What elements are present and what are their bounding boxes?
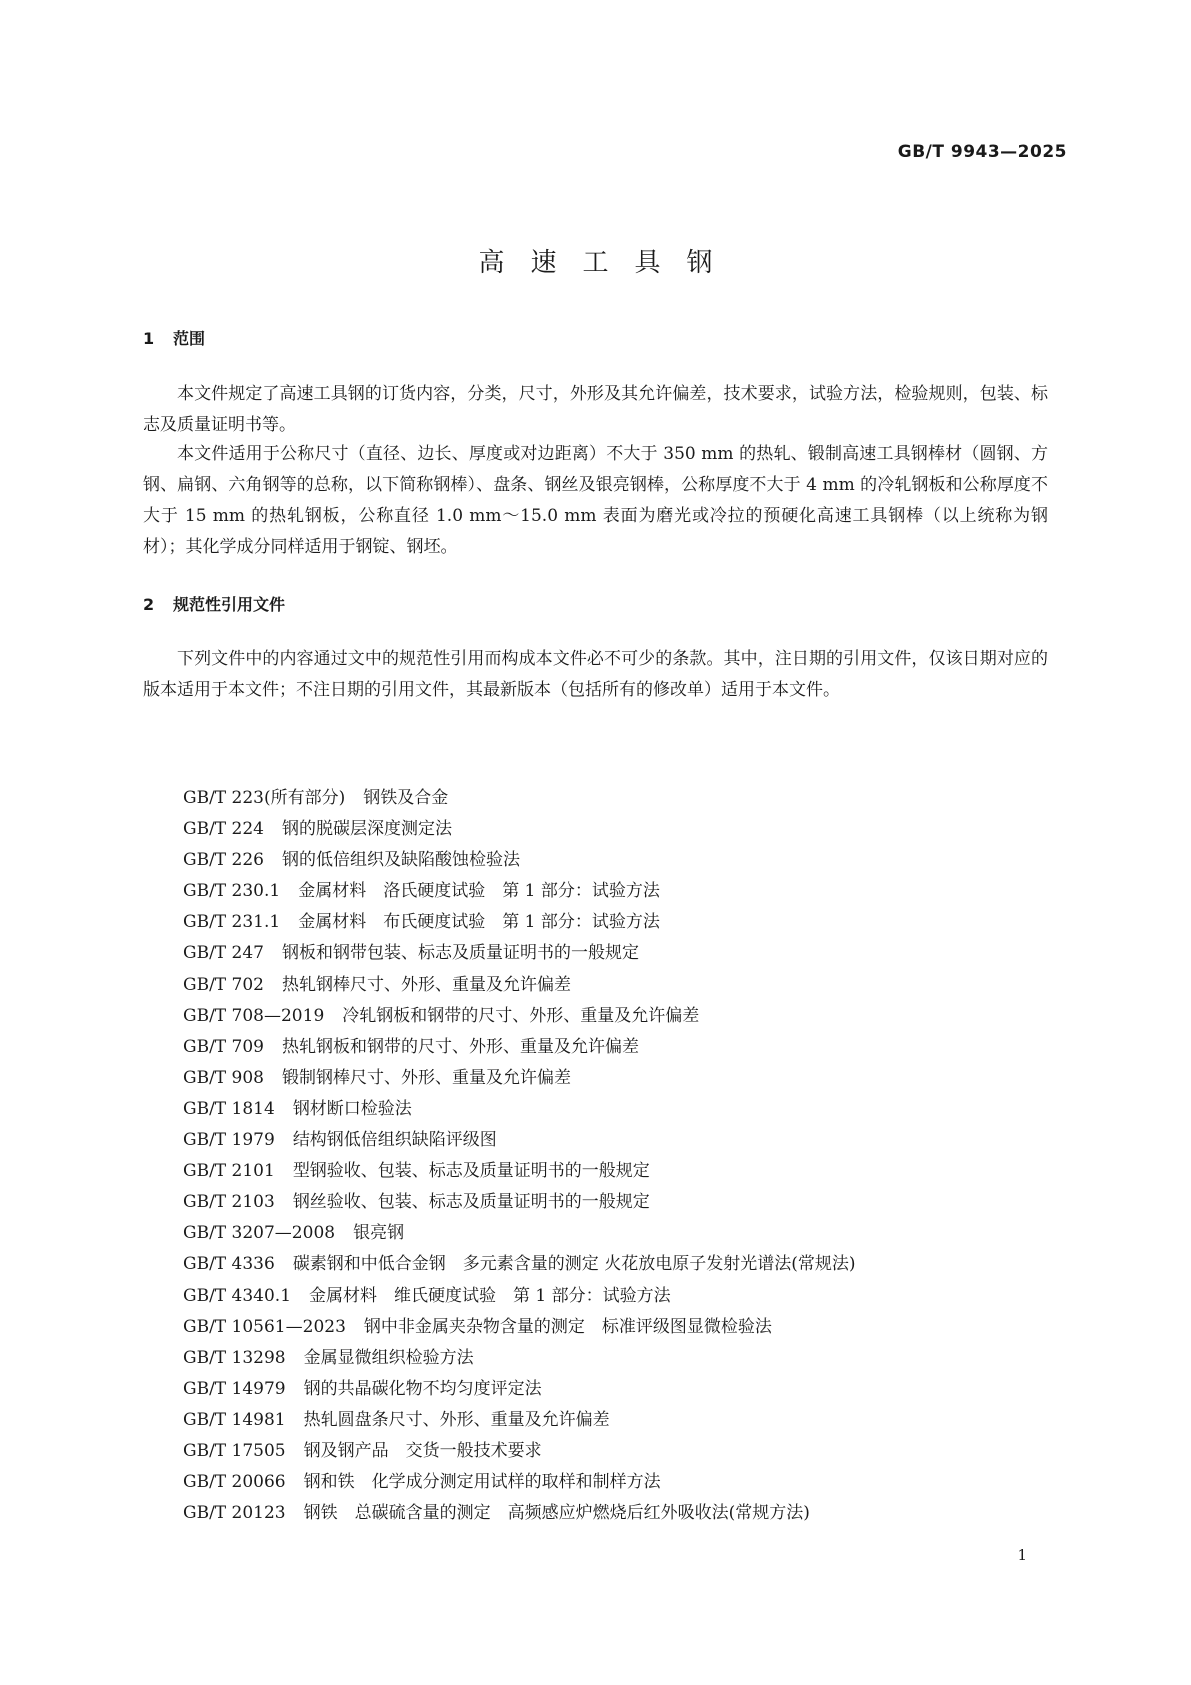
reference-item: [183, 1281, 855, 1312]
reference-code: GB/T 230.1: [183, 881, 281, 902]
reference-item: [183, 814, 855, 845]
reference-title: 金属显微组织检验方法: [303, 1347, 474, 1368]
normative-references-list: [183, 783, 855, 1529]
reference-code: GB/T 13298: [183, 1347, 286, 1368]
reference-title: 冷轧钢板和钢带的尺寸、外形、重量及允许偏差: [342, 1005, 700, 1026]
reference-item: [183, 1218, 855, 1249]
reference-code: GB/T 226: [183, 850, 264, 871]
reference-code: GB/T 231.1: [183, 912, 281, 933]
reference-item: [183, 1436, 855, 1467]
reference-item: [183, 1249, 855, 1280]
reference-item: [183, 1467, 855, 1498]
reference-title: 银亮钢: [353, 1223, 405, 1244]
reference-title: 钢板和钢带包装、标志及质量证明书的一般规定: [282, 943, 639, 964]
reference-code: GB/T 14981: [183, 1409, 286, 1430]
reference-item: [183, 1312, 855, 1343]
reference-title: 钢铁及合金: [363, 788, 449, 808]
reference-item: [183, 1156, 855, 1187]
reference-code: GB/T 2101: [183, 1161, 275, 1182]
reference-item: [183, 1125, 855, 1156]
reference-title: 热轧钢板和钢带的尺寸、外形、重量及允许偏差: [282, 1036, 639, 1057]
reference-title: 热轧钢棒尺寸、外形、重量及允许偏差: [282, 974, 571, 995]
reference-item: [183, 1374, 855, 1405]
reference-item: [183, 876, 855, 907]
reference-title: 钢丝验收、包装、标志及质量证明书的一般规定: [292, 1192, 650, 1213]
section-2-title: 规范性引用文件: [173, 595, 286, 614]
reference-item: [183, 1094, 855, 1125]
reference-item: [183, 1343, 855, 1374]
reference-title: 钢材断口检验法: [292, 1098, 412, 1119]
references-intro-paragraph: 下列文件中的内容通过文中的规范性引用而构成本文件必不可少的条款。其中，注日期的引用文件，仅该日期对应的版本适用于本文件；不注日期的引用文件，其最新版本（包括所有的修改单）适用于本文件。: [143, 649, 1048, 700]
reference-title: 金属材料 洛氏硬度试验 第 1 部分：试验方法: [298, 881, 660, 902]
reference-item: [183, 907, 855, 938]
reference-code: GB/T 709: [183, 1036, 264, 1057]
reference-code: GB/T 3207—2008: [183, 1223, 336, 1244]
reference-code: GB/T 20066: [183, 1472, 286, 1493]
reference-code: GB/T 4340.1: [183, 1285, 292, 1306]
reference-code: GB/T 1979: [183, 1130, 275, 1151]
reference-item: [183, 845, 855, 876]
section-2-heading: [143, 592, 285, 615]
reference-code: GB/T 17505: [183, 1440, 286, 1461]
reference-title: 钢中非金属夹杂物含量的测定 标准评级图显微检验法: [363, 1316, 772, 1337]
reference-title: 金属材料 维氏硬度试验 第 1 部分：试验方法: [309, 1285, 671, 1306]
scope-paragraph-1: 本文件规定了高速工具钢的订货内容，分类，尺寸，外形及其允许偏差，技术要求，试验方法，检验规则，包装、标志及质量证明书等。: [143, 384, 1048, 435]
reference-code: GB/T 224: [183, 819, 264, 840]
reference-title: 金属材料 布氏硬度试验 第 1 部分：试验方法: [298, 912, 660, 933]
reference-item: [183, 938, 855, 969]
reference-code: GB/T 2103: [183, 1192, 275, 1213]
section-2-number: 2: [143, 595, 155, 614]
reference-title: 锻制钢棒尺寸、外形、重量及允许偏差: [282, 1067, 571, 1088]
reference-title: 钢和铁 化学成分测定用试样的取样和制样方法: [303, 1472, 661, 1493]
section-1-number: 1: [143, 329, 155, 348]
reference-title: 钢铁 总碳硫含量的测定 高频感应炉燃烧后红外吸收法(常规方法): [303, 1503, 810, 1524]
reference-item: [183, 1001, 855, 1032]
reference-code: GB/T 702: [183, 974, 264, 995]
reference-code: GB/T 10561—2023: [183, 1316, 346, 1337]
reference-title: 型钢验收、包装、标志及质量证明书的一般规定: [292, 1161, 650, 1182]
reference-item: [183, 783, 855, 814]
reference-code: GB/T 20123: [183, 1503, 286, 1524]
reference-title: 结构钢低倍组织缺陷评级图: [292, 1130, 497, 1151]
section-1-heading: [143, 326, 205, 349]
reference-title: 钢的低倍组织及缺陷酸蚀检验法: [282, 850, 520, 871]
reference-item: [183, 1032, 855, 1063]
reference-title: 钢及钢产品 交货一般技术要求: [303, 1440, 542, 1461]
section-1-title: 范围: [173, 329, 206, 348]
reference-code: GB/T 14979: [183, 1378, 286, 1399]
reference-title: 钢的脱碳层深度测定法: [282, 819, 452, 840]
reference-code: GB/T 708—2019: [183, 1005, 325, 1026]
reference-item: [183, 1063, 855, 1094]
document-title: 高速工具钢: [478, 248, 739, 278]
reference-code: GB/T 908: [183, 1067, 264, 1088]
reference-item: [183, 1498, 855, 1529]
reference-item: [183, 1405, 855, 1436]
scope-paragraph-2: 本文件适用于公称尺寸（直径、边长、厚度或对边距离）不大于 350 mm 的热轧、锻制高速工具钢棒材（圆钢、方钢、扁钢、六角钢等的总称，以下简称钢棒）、盘条、钢丝及银亮钢棒，公称厚度不大于 4 mm 的冷轧钢板和公称厚度不大于 15 mm 的热轧钢板，公称直径 1.0 mm～15.0 mm 表面为磨光或冷拉的预硬化高速工具钢棒（以上统称为钢材）；其化学成分同样适用于钢锭、钢坯。: [143, 444, 1048, 557]
reference-title: 碳素钢和中低合金钢 多元素含量的测定 火花放电原子发射光谱法(常规法): [292, 1254, 856, 1275]
reference-code: GB/T 1814: [183, 1098, 275, 1119]
document-number: GB/T 9943—2025: [897, 142, 1067, 162]
reference-title: 钢的共晶碳化物不均匀度评定法: [303, 1378, 542, 1399]
reference-item: [183, 970, 855, 1001]
reference-title: 热轧圆盘条尺寸、外形、重量及允许偏差: [303, 1409, 610, 1430]
reference-code: GB/T 4336: [183, 1254, 275, 1275]
reference-code: GB/T 247: [183, 943, 264, 964]
reference-item: [183, 1187, 855, 1218]
reference-code: GB/T 223(所有部分): [183, 788, 346, 808]
page-number: 1: [1017, 1546, 1027, 1564]
